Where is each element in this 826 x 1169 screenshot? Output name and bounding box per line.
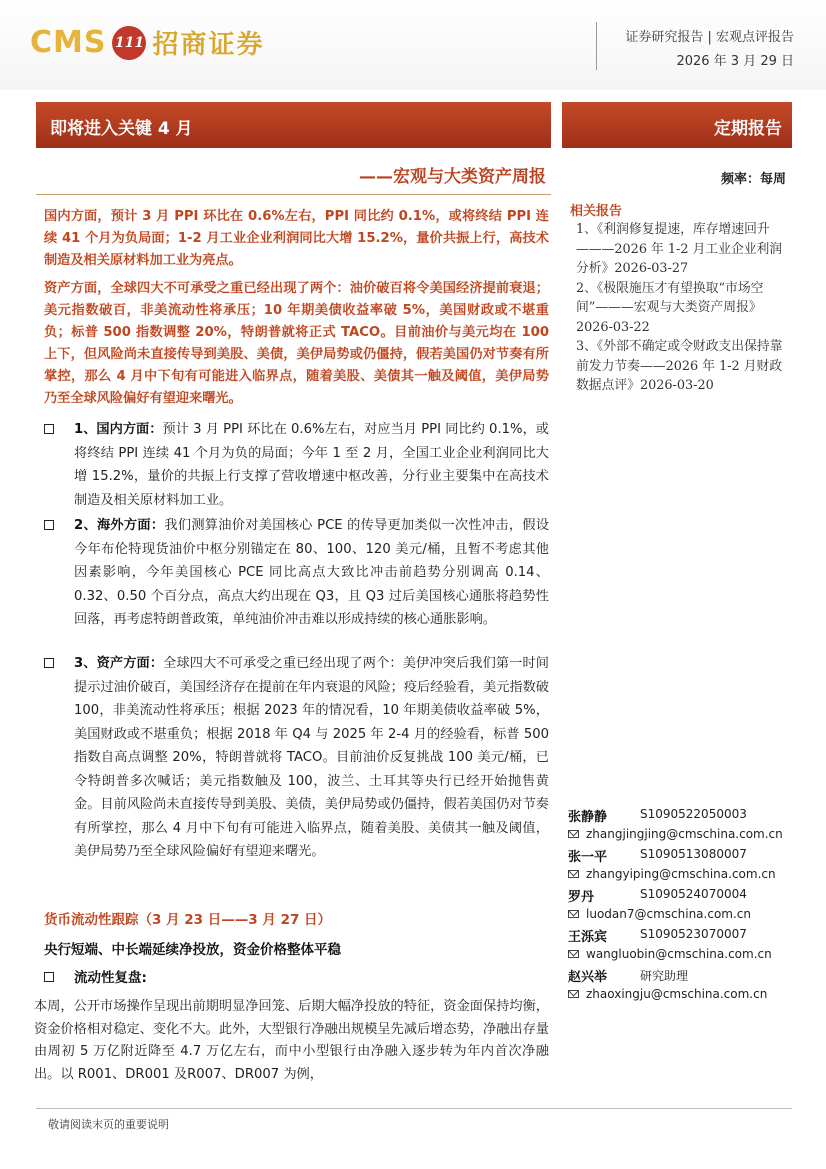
logo-chinese: 招商证券: [152, 30, 265, 60]
title-bar: [36, 102, 551, 148]
section-title-money: 货币流动性跟踪（3 月 23 日——3 月 27 日）: [44, 912, 332, 928]
report-category: 定期报告: [714, 119, 782, 139]
report-type: 证券研究报告 | 宏观点评报告: [625, 30, 794, 45]
analyst-entry: [568, 806, 798, 846]
page-subtitle: ——宏观与大类资产周报: [359, 167, 546, 187]
bullet-text: 我们测算油价对美国核心 PCE 的传导更加类似一次性冲击，假设今年布伦特现货油价中枢分别锚定在 80、100、120 美元/桶，且暂不考虑其他因素影响，今年美国核心 PCE 同比高点大致比冲击前趋势分别调高 0.14、0.32、0.50 个百分点，高点大约出现在 Q3，且 Q3 过后美国核心通胀将趋势性回落，再考虑特朗普政策，单纯油价冲击难以形成持续的核心通胀影响。: [74, 518, 550, 627]
footer-rule: [36, 1108, 792, 1109]
analyst-name: 张静静: [568, 810, 608, 825]
analyst-email[interactable]: wangluobin@cmschina.com.cn: [586, 947, 772, 961]
email-icon: [568, 830, 579, 838]
analyst-id: S1090523070007: [640, 927, 747, 941]
email-icon: [568, 870, 579, 878]
analyst-name: 罗丹: [568, 890, 595, 905]
bullet-label: 2、海外方面：: [74, 518, 165, 533]
analyst-id: 研究助理: [640, 969, 689, 983]
related-report-link[interactable]: 1、《利润修复提速，库存增速回升———2026 年 1-2 月工业企业利润分析》2026-03-27: [576, 222, 783, 276]
analyst-id: S1090522050003: [640, 807, 747, 821]
summary-assets: 资产方面，全球四大不可承受之重已经出现了两个：油价破百将令美国经济提前衰退；美元指数破百，非美流动性将承压；10 年期美债收益率破 5%，美国财政或不堪重负；标普 500 指数调整 20%，特朗普就将正式 TACO。目前油价与美元均在 100 上下，但风险尚未直接传导到美股、美债，美伊局势或仍僵持，假若美国仍对节奏有所掌控，那么 4 月中下旬有可能进入临界点，随着美股、美债其一触及阈值，美伊局势乃至全球风险偏好有望迎来曙光。: [44, 281, 549, 406]
logo-emblem-icon: 111: [112, 26, 146, 60]
analyst-id: S1090524070004: [640, 887, 747, 901]
bullet-square-icon: [44, 972, 54, 982]
related-reports-list: [576, 220, 786, 396]
bullet-square-icon: [44, 424, 54, 434]
company-logo: [30, 24, 265, 61]
liquidity-paragraph: 本周，公开市场操作呈现出前期明显净回笼、后期大幅净投放的特征，资金面保持均衡，资金价格相对稳定、变化不大。此外，大型银行净融出规模呈先减后增态势，净融出存量由周初 5 万亿附近降至 4.7 万亿左右，而中小型银行由净融入逐步转为年内首次净融出。以 R001、DR001 及R007、DR007 为例，: [34, 999, 549, 1082]
email-icon: [568, 950, 579, 958]
bullet-label: 1、国内方面：: [74, 422, 163, 437]
analyst-email[interactable]: luodan7@cmschina.com.cn: [586, 907, 751, 921]
analyst-entry: [568, 926, 798, 966]
bullet-square-icon: [44, 658, 54, 668]
liquidity-review-label: 流动性复盘:: [74, 970, 147, 986]
category-bar: [562, 102, 792, 148]
analyst-entry: [568, 846, 798, 886]
report-frequency: 频率：每周: [720, 172, 786, 187]
footer-note: 敬请阅读末页的重要说明: [48, 1118, 169, 1131]
analyst-entry: [568, 966, 798, 1006]
analyst-list: [568, 806, 798, 1006]
email-icon: [568, 910, 579, 918]
summary-domestic: 国内方面，预计 3 月 PPI 环比在 0.6%左右，PPI 同比约 0.1%，或将终结 PPI 连续 41 个月为负局面；1-2 月工业企业利润同比大增 15.2%，量价共振上行，高技术制造及相关原材料加工业为亮点。: [44, 209, 549, 268]
email-icon: [568, 990, 579, 998]
page-title: 即将进入关键 4 月: [50, 119, 193, 139]
bullet-text: 预计 3 月 PPI 环比在 0.6%左右，对应当月 PPI 同比约 0.1%，或将终结 PPI 连续 41 个月为负的局面；今年 1 至 2 月，全国工业企业利润同比大增 15.2%，量价的共振上行支撑了营收增速中枢改善，分行业主要集中在高技术制造及相关原材料加工业。: [74, 422, 549, 508]
bullet-domestic: [44, 418, 549, 512]
analyst-email[interactable]: zhangjingjing@cmschina.com.cn: [586, 827, 783, 841]
bullet-assets: [44, 652, 549, 864]
analyst-name: 赵兴举: [568, 970, 608, 985]
analyst-email[interactable]: zhaoxingju@cmschina.com.cn: [586, 987, 768, 1001]
analyst-name: 王泺宾: [568, 930, 608, 945]
analyst-id: S1090513080007: [640, 847, 747, 861]
related-reports-title: 相关报告: [570, 204, 623, 219]
analyst-name: 张一平: [568, 850, 608, 865]
logo-latin: CMS: [30, 25, 107, 60]
report-date: 2026 年 3 月 29 日: [676, 54, 794, 69]
section-headline: 央行短端、中长端延续净投放，资金价格整体平稳: [44, 942, 341, 958]
related-report-link[interactable]: 2、《极限施压才有望换取“市场空间”———宏观与大类资产周报》2026-03-22: [576, 280, 764, 335]
analyst-entry: [568, 886, 798, 926]
bullet-overseas: [44, 514, 549, 632]
header-divider: [596, 22, 597, 70]
analyst-email[interactable]: zhangyiping@cmschina.com.cn: [586, 867, 776, 881]
bullet-text: 全球四大不可承受之重已经出现了两个：美伊冲突后我们第一时间提示过油价破百，美国经济存在提前在年内衰退的风险；疫后经验看，美元指数破 100，非美流动性将承压；根据 2023 年的情况看，10 年期美债收益率破 5%，美国财政或不堪重负；根据 2018 年 Q4 与 2025 年 2-4 月的经验看，标普 500 指数自高点调整 20%，特朗普就将 TACO。目前油价反复挑战 100 美元/桶，已令特朗普多次喊话；美元指数触及 100，波兰、土耳其等央行已经开始抛售黄金。目前风险尚未直接传导到美股、美债，美伊局势或仍僵持，假若美国仍对节奏有所掌控，那么 4 月中下旬有可能进入临界点，随着美股、美债其一触及阈值，美伊局势乃至全球风险偏好有望迎来曙光。: [74, 656, 549, 859]
related-report-link[interactable]: 3、《外部不确定或令财政支出保持靠前发力节奏——2026 年 1-2 月财政数据点评》2026-03-20: [576, 339, 783, 393]
bullet-label: 3、资产方面：: [74, 656, 164, 671]
bullet-square-icon: [44, 520, 54, 530]
title-rule: [36, 194, 551, 195]
